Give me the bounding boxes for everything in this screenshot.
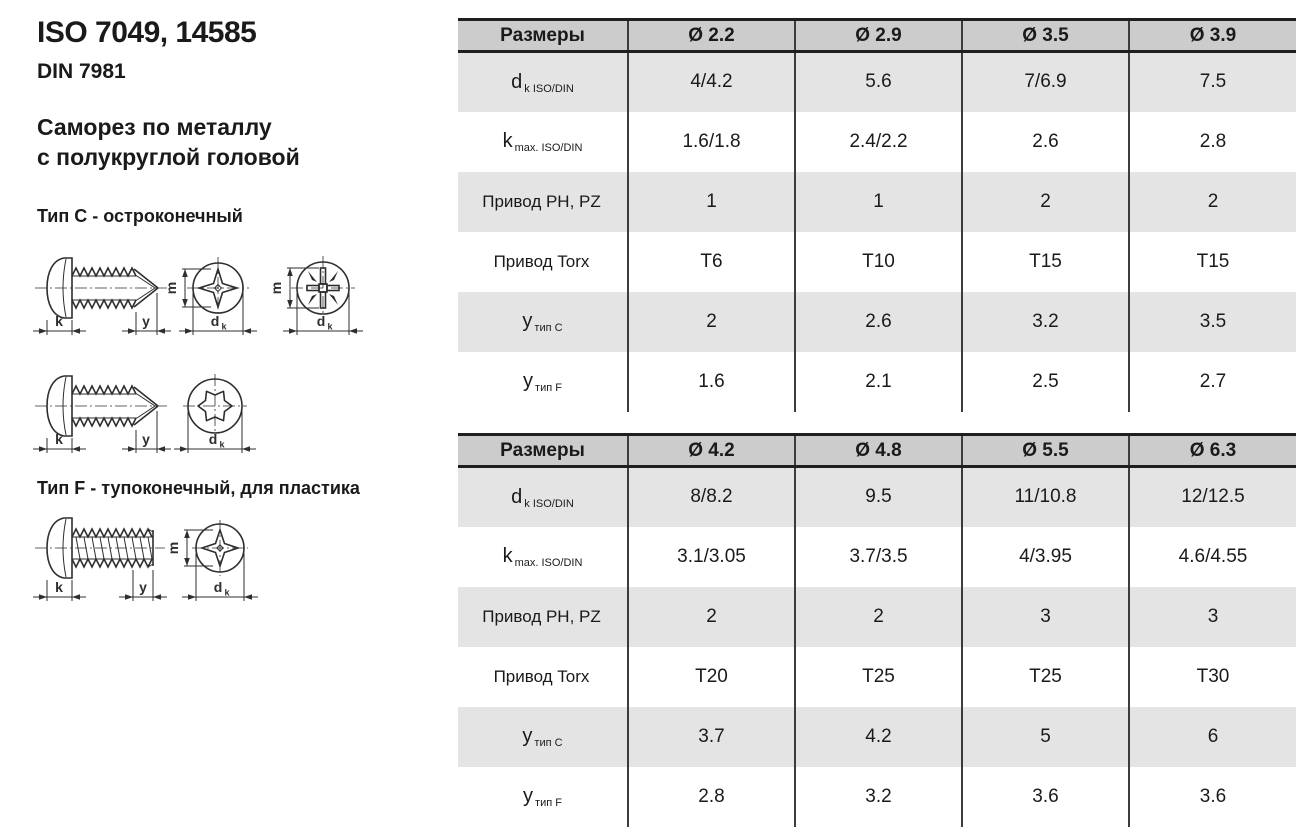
table-header-diameter: Ø 3.9 [1129, 20, 1296, 52]
dim-label-y: y [142, 313, 150, 329]
row-label: у $_{тип C}$ [458, 292, 628, 352]
spec-value: 2.6 [962, 112, 1129, 172]
table-row-kmax [458, 527, 1296, 587]
table-row-kmax [458, 112, 1296, 172]
spec-value: 6 [1129, 707, 1296, 767]
spec-value: 1 [628, 172, 795, 232]
spec-value: 3 [962, 587, 1129, 647]
table-row-y-type-f [458, 352, 1296, 412]
spec-value: 3.7/3.5 [795, 527, 962, 587]
spec-value: T25 [962, 647, 1129, 707]
dim-label-d-sub: k [327, 321, 333, 332]
row-label: Привод Torx [493, 251, 590, 271]
page-title: ISO 7049, 14585 [37, 16, 257, 49]
table-row-dk [458, 467, 1296, 527]
table-header-diameter: Ø 4.8 [795, 435, 962, 467]
spec-value: 1.6 [628, 352, 795, 412]
dim-label-y: y [142, 431, 150, 447]
spec-value: 8/8.2 [628, 467, 795, 527]
spec-value: 3.5 [1129, 292, 1296, 352]
row-label: у $_{тип F}$ [523, 370, 562, 394]
table-header-row [458, 435, 1296, 467]
type-c-heading: Тип C - остроконечный [37, 206, 243, 226]
spec-value: 3.2 [795, 767, 962, 827]
dim-label-d: d [210, 313, 220, 329]
table-row-dk [458, 52, 1296, 112]
spec-value: 1 [795, 172, 962, 232]
product-description-line1: Саморез по металлу [37, 114, 272, 140]
spec-value: 7/6.9 [962, 52, 1129, 112]
spec-value: T10 [795, 232, 962, 292]
table-header-sizes: Размеры [458, 20, 628, 52]
type-c-drawing-ph-pz [25, 238, 445, 353]
table-row-y-type-c [458, 292, 1296, 352]
dim-label-d: d [208, 431, 218, 447]
spec-value: 2 [962, 172, 1129, 232]
screw-side-view [35, 376, 167, 436]
table-row-drive-ph-pz [458, 587, 1296, 647]
table-header-diameter: Ø 2.9 [795, 20, 962, 52]
dim-label-d: d [316, 313, 326, 329]
dimension-k [33, 431, 86, 453]
spec-value: T6 [628, 232, 795, 292]
spec-value: 2.7 [1129, 352, 1296, 412]
dim-label-k: k [55, 579, 63, 595]
dimension-m [165, 530, 213, 566]
dim-label-d-sub: k [221, 321, 227, 332]
spec-table-small-diameters [458, 18, 1296, 412]
ph-head-view [165, 520, 258, 601]
product-description-line2: с полукруглой головой [37, 144, 300, 170]
table-row-drive-torx [458, 647, 1296, 707]
type-c-drawing-torx [25, 356, 445, 471]
spec-value: T20 [628, 647, 795, 707]
torx-head-view [174, 374, 256, 453]
dimension-k [33, 313, 86, 335]
spec-value: 4/4.2 [628, 52, 795, 112]
table-header-diameter: Ø 3.5 [962, 20, 1129, 52]
spec-value: T25 [795, 647, 962, 707]
spec-table-large-diameters [458, 433, 1296, 827]
spec-value: 4.2 [795, 707, 962, 767]
dim-label-k: k [55, 431, 63, 447]
spec-value: 2 [1129, 172, 1296, 232]
dim-label-m: m [268, 281, 284, 295]
row-label: d $_{k ISO/DIN}$ [458, 467, 628, 527]
spec-value: 3.2 [962, 292, 1129, 352]
dim-label-d: d [213, 579, 223, 595]
spec-value: 3.6 [1129, 767, 1296, 827]
pz-head-view [268, 256, 363, 335]
row-label: k $_{max. ISO/DIN}$ [502, 545, 583, 569]
spec-value: 3.1/3.05 [628, 527, 795, 587]
dim-label-d-sub: k [224, 587, 230, 598]
row-label: у $_{тип C}$ [458, 707, 628, 767]
spec-value: 3.7 [628, 707, 795, 767]
dim-label-m: m [163, 281, 179, 295]
spec-value: T15 [1129, 232, 1296, 292]
spec-value: 11/10.8 [962, 467, 1129, 527]
table-row-drive-torx [458, 232, 1296, 292]
screw-side-view [35, 518, 165, 578]
row-label: k $_{max. ISO/DIN}$ [502, 130, 583, 154]
spec-value: 12/12.5 [1129, 467, 1296, 527]
dimension-y [122, 293, 171, 335]
table-row-y-type-c [458, 707, 1296, 767]
spec-value: 2.8 [1129, 112, 1296, 172]
table-row-drive-ph-pz [458, 172, 1296, 232]
spec-value: T15 [962, 232, 1129, 292]
table-header-sizes: Размеры [458, 435, 628, 467]
dim-label-d-sub: k [219, 439, 225, 450]
product-description [37, 112, 300, 172]
type-f-drawing-ph [25, 508, 445, 618]
spec-value: 4/3.95 [962, 527, 1129, 587]
dim-label-y: y [139, 579, 147, 595]
dimension-y [122, 411, 171, 453]
table-header-row [458, 20, 1296, 52]
dimension-k [33, 579, 86, 601]
spec-value: 3.6 [962, 767, 1129, 827]
spec-value: 2 [628, 587, 795, 647]
table-row-y-type-f [458, 767, 1296, 827]
spec-value: 1.6/1.8 [628, 112, 795, 172]
spec-value: 5 [962, 707, 1129, 767]
spec-value: 2.6 [795, 292, 962, 352]
table-header-diameter: Ø 2.2 [628, 20, 795, 52]
screw-side-view [35, 258, 167, 318]
dim-label-k: k [55, 313, 63, 329]
spec-value: 9.5 [795, 467, 962, 527]
spec-value: 2 [628, 292, 795, 352]
row-label: у $_{тип F}$ [523, 785, 562, 809]
spec-value: 2.5 [962, 352, 1129, 412]
row-label: d $_{k ISO/DIN}$ [458, 52, 628, 112]
table-header-diameter: Ø 5.5 [962, 435, 1129, 467]
spec-value: 2.4/2.2 [795, 112, 962, 172]
table-header-diameter: Ø 4.2 [628, 435, 795, 467]
type-f-heading: Тип F - тупоконечный, для пластика [37, 478, 360, 498]
spec-value: 7.5 [1129, 52, 1296, 112]
row-label: Привод PH, PZ [458, 587, 628, 647]
dim-label-m: m [165, 541, 181, 555]
spec-value: 3 [1129, 587, 1296, 647]
row-label: Привод PH, PZ [458, 172, 628, 232]
spec-value: 2 [795, 587, 962, 647]
spec-value: 2.8 [628, 767, 795, 827]
spec-value: 4.6/4.55 [1129, 527, 1296, 587]
spec-value: 5.6 [795, 52, 962, 112]
table-header-diameter: Ø 6.3 [1129, 435, 1296, 467]
standard-subtitle: DIN 7981 [37, 60, 126, 83]
spec-value: 2.1 [795, 352, 962, 412]
spec-value: T30 [1129, 647, 1296, 707]
row-label: Привод Torx [493, 666, 590, 686]
dimension-y [119, 570, 167, 601]
ph-head-view [163, 257, 257, 335]
